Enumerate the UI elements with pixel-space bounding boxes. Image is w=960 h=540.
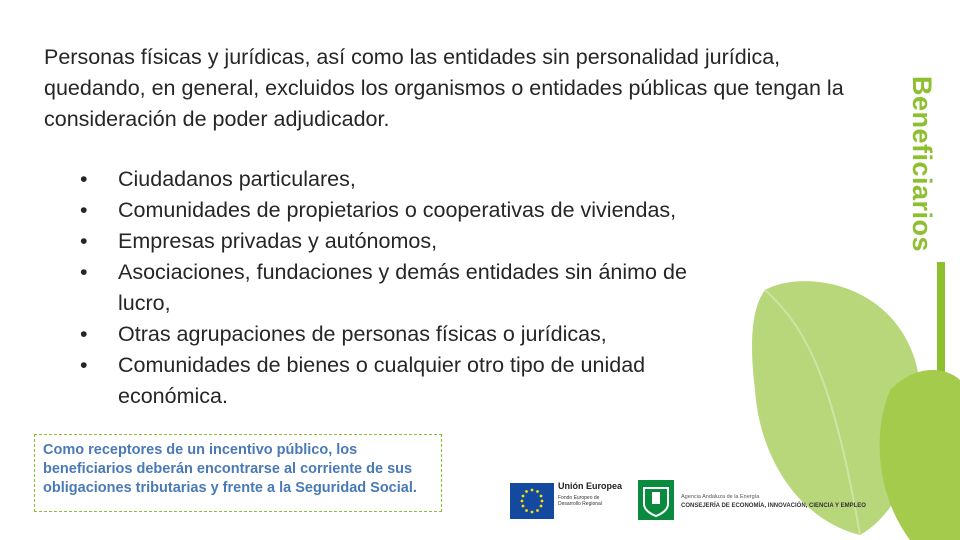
agency-name: Agencia Andaluza de la Energía (681, 494, 760, 500)
list-item: • Ciudadanos particulares, (80, 167, 356, 191)
list-item: • Asociaciones, fundaciones y demás entidades sin ánimo de lucro, (80, 260, 687, 315)
beneficiaries-list (80, 164, 740, 412)
eu-logo-title: Unión Europea (558, 481, 623, 491)
list-item: • Empresas privadas y autónomos, (80, 229, 438, 253)
consejeria-name: CONSEJERÍA DE ECONOMÍA, INNOVACIÓN, CIENCIA Y EMPLEO (681, 503, 866, 509)
list-item: • Comunidades de bienes o cualquier otro tipo de unidad económica. (80, 353, 646, 408)
section-title-vertical: Beneficiarios (907, 76, 937, 253)
eu-logo-subtitle: Fondo Europeo de Desarrollo Regional (558, 495, 602, 507)
intro-paragraph: Personas físicas y jurídicas, así como las entidades sin personalidad jurídica, quedando, en general, excluidos los organismos o entidades públicas que tengan la consideración de poder adjudicador. (44, 45, 844, 131)
decorative-leaves (740, 270, 960, 540)
notice-box: Como receptores de un incentivo público, los beneficiarios deberán encontrarse al corriente de sus obligaciones tributarias y frente a la Seguridad Social. (34, 434, 442, 512)
list-item: • Otras agrupaciones de personas físicas o jurídicas, (80, 322, 607, 346)
list-item: • Comunidades de propietarios o cooperativas de viviendas, (80, 198, 677, 222)
eu-flag-logo (510, 483, 554, 519)
junta-andalucia-logo (638, 480, 674, 520)
